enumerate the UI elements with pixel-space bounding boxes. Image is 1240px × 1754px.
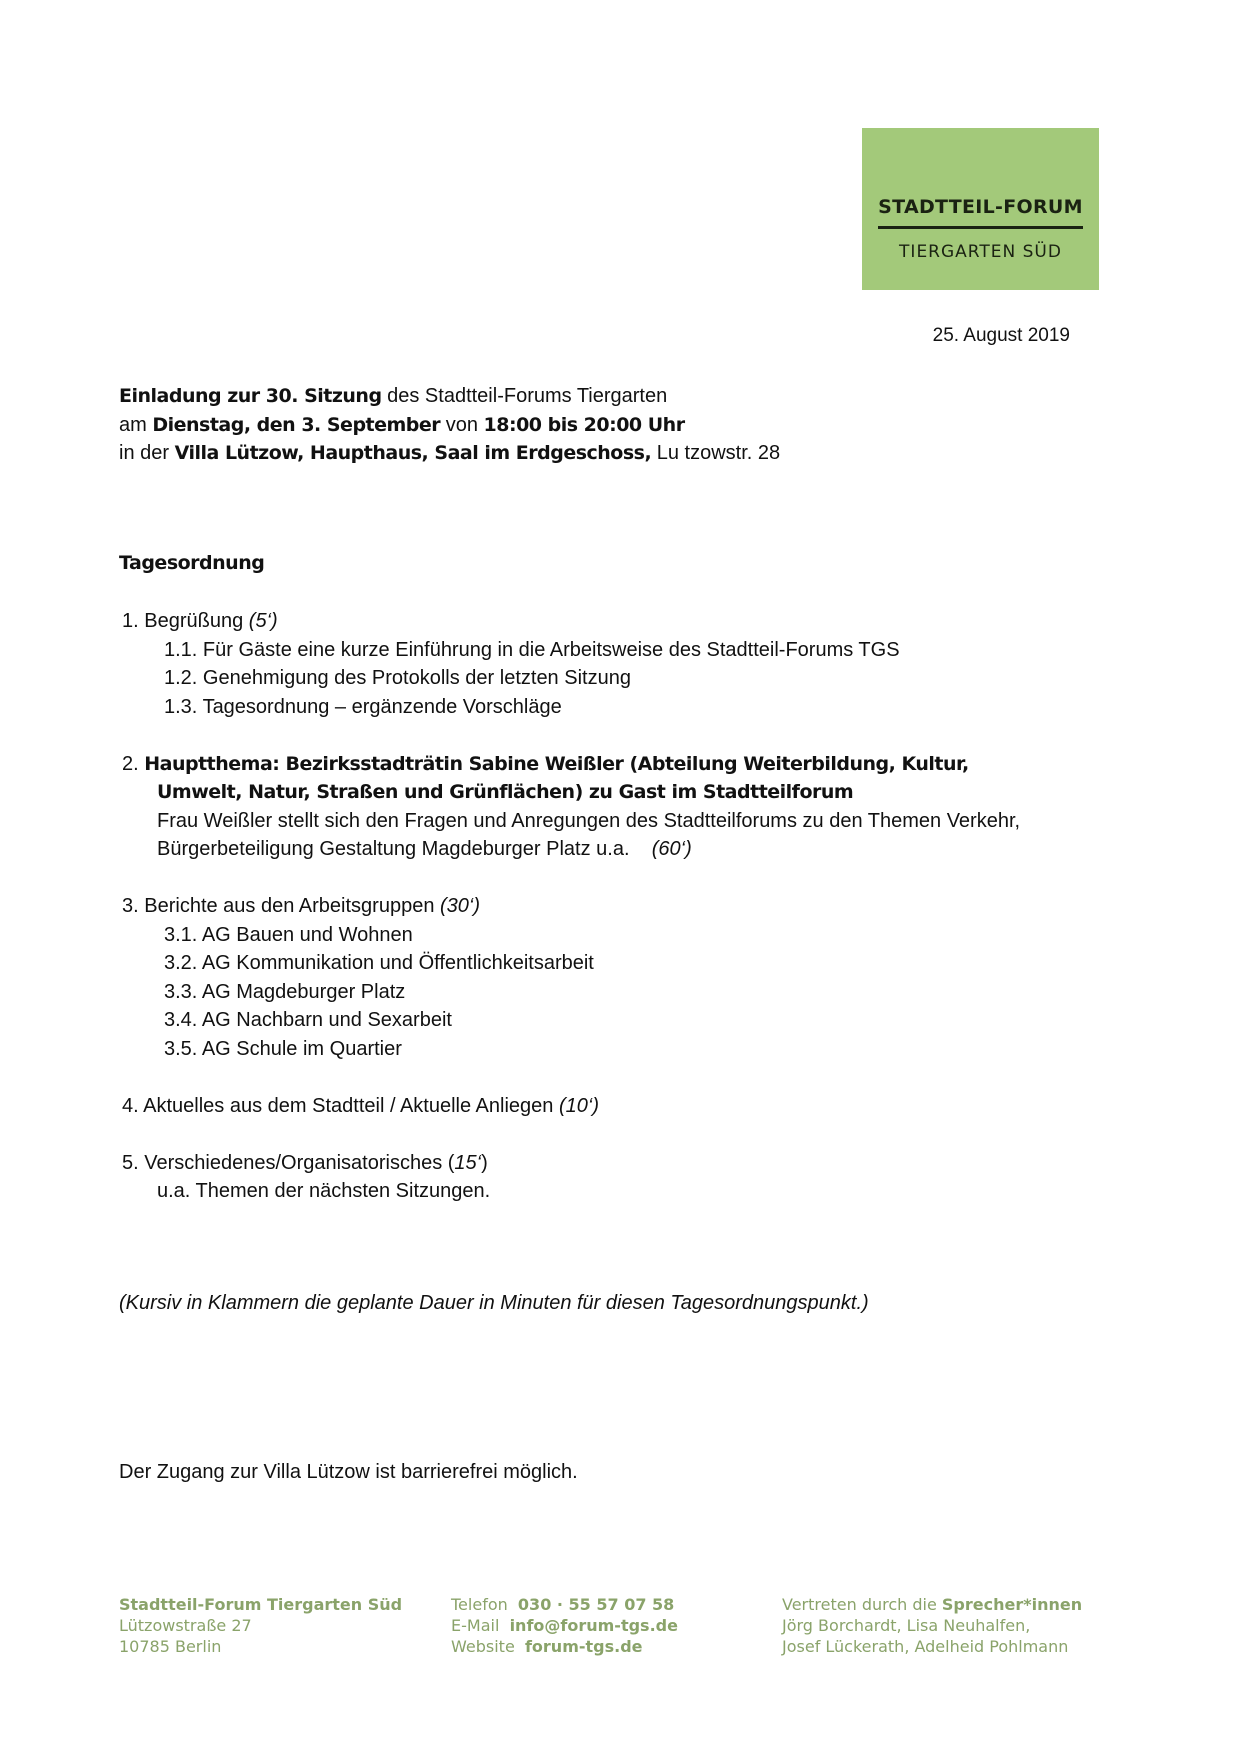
intro-meeting-number: Einladung zur 30. Sitzung	[119, 385, 382, 407]
meeting-date: Dienstag, den 3. September	[152, 413, 441, 436]
accessibility-note: Der Zugang zur Villa Lützow ist barrierefrei möglich.	[119, 1461, 578, 1483]
item-number: 5.	[122, 1151, 139, 1174]
footer-contact	[451, 1594, 678, 1657]
logo-divider	[878, 226, 1083, 229]
subitem-number: 3.5.	[164, 1037, 198, 1060]
subitem-text: AG Nachbarn und Sexarbeit	[201, 1009, 452, 1031]
item-number: 4.	[122, 1094, 139, 1117]
item-number: 3.	[122, 895, 139, 917]
agenda-item-3	[122, 892, 1122, 921]
item-title: Verschiedenes/Organisatorisches (	[144, 1151, 455, 1174]
intro-text: am	[119, 413, 153, 436]
item-description: Frau Weißler stellt sich den Fragen und Anregungen des Stadtteilforums zu den Themen Verkehr,	[157, 809, 1021, 832]
representatives-names: Jörg Borchardt, Lisa Neuhalfen,	[782, 1616, 1031, 1635]
org-city: 10785 Berlin	[119, 1637, 222, 1656]
item-description	[122, 835, 1122, 864]
invitation-intro	[119, 382, 780, 468]
footer-representatives	[782, 1594, 1082, 1657]
subitem-number: 1.2.	[164, 667, 198, 689]
item-number: 1.	[122, 610, 139, 632]
subitem-number: 1.1.	[164, 638, 198, 661]
item-title-continued	[122, 778, 1122, 807]
intro-text: des Stadtteil-Forums Tiergarten	[381, 385, 668, 407]
intro-line-2	[119, 411, 780, 440]
agenda-item-5	[122, 1149, 1122, 1178]
subitem-text: AG Bauen und Wohnen	[201, 923, 413, 946]
item-duration: (10‘)	[558, 1094, 599, 1117]
agenda-heading: Tagesordnung	[119, 552, 265, 574]
agenda-subitem	[122, 693, 1122, 722]
agenda-item-1	[122, 607, 1122, 636]
subitem-text: AG Schule im Quartier	[201, 1037, 402, 1060]
meeting-address: Lu tzowstr. 28	[651, 442, 781, 464]
agenda-subitem	[122, 1006, 1122, 1035]
item-description: u.a. Themen der nächsten Sitzungen.	[157, 1180, 491, 1202]
subitem-text: AG Kommunikation und Öffentlichkeitsarbeit	[201, 952, 594, 974]
agenda-list	[122, 607, 1122, 1206]
subitem-number: 3.1.	[164, 923, 198, 946]
item-title: Begrüßung	[144, 610, 244, 632]
agenda-subitem	[122, 949, 1122, 978]
subitem-number: 3.2.	[164, 952, 198, 974]
item-number: 2.	[122, 752, 139, 775]
item-title: Aktuelles aus dem Stadtteil / Aktuelle Anliegen	[143, 1094, 554, 1117]
org-street: Lützowstraße 27	[119, 1616, 252, 1635]
agenda-item-4	[122, 1092, 1122, 1121]
intro-text: von	[440, 413, 484, 436]
intro-line-1	[119, 382, 780, 411]
representatives-names: Josef Lückerath, Adelheid Pohlmann	[782, 1637, 1069, 1656]
logo-subtitle: TIERGARTEN SÜD	[899, 242, 1062, 262]
representatives-intro: Vertreten durch die	[782, 1595, 942, 1614]
subitem-number: 3.3.	[164, 980, 198, 1003]
item-title: Hauptthema: Bezirksstadträtin Sabine Weißler (Abteilung Weiterbildung, Kultur,	[144, 752, 969, 775]
subitem-number: 1.3.	[164, 695, 198, 718]
website-link[interactable]: forum-tgs.de	[524, 1637, 643, 1656]
intro-line-3	[119, 439, 780, 468]
agenda-subitem	[122, 978, 1122, 1007]
email-link[interactable]: info@forum-tgs.de	[509, 1616, 678, 1635]
phone-number[interactable]: 030 · 55 57 07 58	[517, 1595, 675, 1614]
letter-date: 25. August 2019	[932, 325, 1070, 346]
item-duration: (60‘)	[651, 838, 692, 860]
email-label: E-Mail	[451, 1616, 500, 1635]
logo-title: STADTTEIL-FORUM	[878, 196, 1083, 218]
meeting-location: Villa Lützow, Haupthaus, Saal im Erdgeschoss,	[174, 442, 652, 464]
subitem-text: Für Gäste eine kurze Einführung in die Arbeitsweise des Stadtteil-Forums TGS	[202, 638, 900, 661]
item-duration: (30‘)	[440, 895, 481, 917]
agenda-subitem	[122, 921, 1122, 950]
intro-text: in der	[119, 442, 175, 464]
footer-address	[119, 1594, 402, 1657]
agenda-subitem	[122, 636, 1122, 665]
phone-label: Telefon	[451, 1595, 508, 1614]
item-description-text: Bürgerbeteiligung Gestaltung Magdeburger Platz u.a.	[157, 838, 630, 860]
meeting-time: 18:00 bis 20:00 Uhr	[483, 413, 685, 436]
agenda-subitem	[122, 664, 1122, 693]
logo	[862, 128, 1099, 290]
subitem-number: 3.4.	[164, 1009, 198, 1031]
subitem-text: Tagesordnung – ergänzende Vorschläge	[202, 695, 562, 718]
agenda-subitem	[122, 1035, 1122, 1064]
subitem-text: Genehmigung des Protokolls der letzten Sitzung	[202, 667, 631, 689]
representatives-label: Sprecher*innen	[941, 1595, 1083, 1614]
item-title-end: )	[481, 1151, 488, 1174]
item-title: Berichte aus den Arbeitsgruppen	[144, 895, 435, 917]
item-duration: (5‘)	[248, 610, 278, 632]
item-duration: 15‘	[454, 1151, 482, 1174]
duration-note: (Kursiv in Klammern die geplante Dauer in Minuten für diesen Tagesordnungspunkt.)	[119, 1292, 869, 1314]
item-title: Umwelt, Natur, Straßen und Grünflächen) zu Gast im Stadtteilforum	[157, 781, 854, 803]
agenda-item-2	[122, 750, 1122, 779]
website-label: Website	[451, 1637, 515, 1656]
subitem-text: AG Magdeburger Platz	[201, 980, 406, 1003]
org-name: Stadtteil-Forum Tiergarten Süd	[119, 1595, 403, 1614]
